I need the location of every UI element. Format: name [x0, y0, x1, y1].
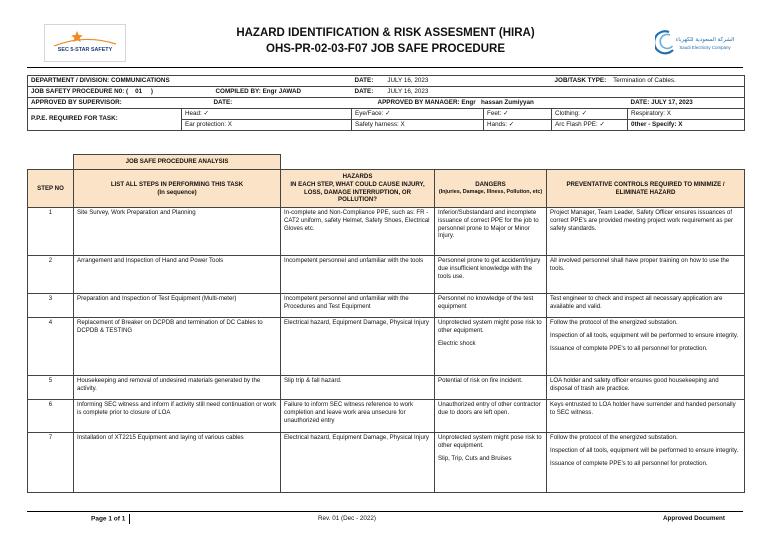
- table-row: [28, 294, 745, 318]
- job-info-table: [27, 75, 745, 131]
- danger-text: Electric shock: [438, 339, 476, 347]
- col-dangers: [435, 170, 547, 208]
- danger-text: Personnel no knowledge of the test equipment: [438, 295, 534, 310]
- table-row: [28, 318, 745, 376]
- footer-divider: [27, 511, 743, 512]
- danger-description: [435, 256, 547, 294]
- svg-text:الشركة السعودية للكهرباء: الشركة السعودية للكهرباء: [675, 37, 735, 43]
- hazard-description: Electrical hazard, Equipment Damage, Physical Injury: [281, 318, 435, 376]
- table-row: [28, 256, 745, 294]
- table-row: [28, 376, 745, 400]
- ppe-eye-face: Eye/Face: ✓: [352, 109, 484, 120]
- date-value-2: JULY 16, 2023: [387, 87, 429, 95]
- step-description: Arrangement and Inspection of Hand and Power Tools: [74, 256, 281, 294]
- hazard-description: Incompetent personnel and unfamiliar with the tools: [281, 256, 435, 294]
- step-number: 1: [28, 208, 74, 256]
- col-steps: [74, 170, 281, 208]
- step-description: Site Survey, Work Preparation and Planning: [74, 208, 281, 256]
- col-controls: PREVENTATIVE CONTROLS REQUIRED TO MINIMIZE / ELIMINATE HAZARD: [547, 170, 745, 208]
- step-description: Informing SEC witness and inform if activity still need continuation or work is complete prior to closure of LOA: [74, 400, 281, 433]
- control-description: [547, 433, 745, 493]
- approval-date: DATE: JULY 17, 2023: [628, 98, 745, 109]
- hazard-description: Electrical hazard, Equipment Damage, Physical Injury: [281, 433, 435, 493]
- control-description: [547, 208, 745, 256]
- danger-text: Unprotected system might pose risk to other equipment.: [438, 319, 542, 334]
- supervisor-date-label: DATE:: [182, 98, 352, 109]
- document-title: HAZARD IDENTIFICATION & RISK ASSESMENT (HIRA): [236, 27, 535, 39]
- jsp-number: [28, 87, 182, 98]
- col-step-no: STEP NO: [28, 170, 74, 208]
- date-field: [352, 76, 552, 87]
- saudi-electricity-company-logo: [655, 24, 735, 62]
- job-safe-procedure-analysis-table: [27, 154, 745, 493]
- task-type-value: Termination of Cables.: [613, 76, 676, 84]
- control-text: Follow the protocol of the energized substation.: [550, 434, 678, 441]
- col-hazards-title: HAZARDS: [342, 172, 373, 180]
- ppe-head: Head: ✓: [182, 109, 352, 120]
- col-hazards: [281, 170, 435, 208]
- control-description: [547, 400, 745, 433]
- danger-description: [435, 294, 547, 318]
- hazard-description: Incompetent personnel and unfamiliar with the Procedures and Test Equipment: [281, 294, 435, 318]
- danger-description: [435, 208, 547, 256]
- control-text: Keys entrusted to LOA holder have surrender and handed personally to SEC witness.: [550, 401, 736, 416]
- svg-text:SEC 5-STAR SAFETY: SEC 5-STAR SAFETY: [57, 47, 113, 53]
- control-text: LOA holder and safety officer ensures good housekeeping and disposal of trash are practice.: [550, 377, 719, 392]
- control-text: Issuance of complete PPE's to all personnel for protection.: [550, 459, 708, 467]
- table-row: [28, 208, 745, 256]
- jsp-number-label: JOB SAFETY PROCEDURE N0: (: [31, 87, 129, 95]
- danger-text: Potential of risk on fire incident.: [438, 377, 523, 384]
- table-row: [28, 400, 745, 433]
- control-text: Test engineer to check and inspect all necessary application are available and valid.: [550, 295, 723, 310]
- control-text: Follow the protocol of the energized substation.: [550, 319, 678, 326]
- approved-by-manager-name: hassan Zumiyyan: [480, 98, 534, 106]
- col-dangers-title: DANGERS: [475, 181, 506, 189]
- control-description: [547, 256, 745, 294]
- danger-text: Unprotected system might pose risk to other equipment.: [438, 434, 542, 449]
- page-number: [91, 514, 130, 524]
- revision: Rev. 01 (Dec - 2022): [318, 515, 376, 522]
- step-number: 6: [28, 400, 74, 433]
- hazard-description: Failure to inform SEC witness reference to work completion and leave work area unsecure for unauthorized entry: [281, 400, 435, 433]
- col-steps-subtitle: (In sequence): [157, 188, 197, 196]
- step-description: Housekeeping and removal of undesired materials generated by the activity.: [74, 376, 281, 400]
- ppe-safety-harness: Safety harness: X: [352, 120, 484, 131]
- table-row: [28, 433, 745, 493]
- step-description: Preparation and Inspection of Test Equipment (Multi-meter): [74, 294, 281, 318]
- control-text: All involved personnel shall have proper training on how to use the tools.: [550, 257, 730, 272]
- blank-cell: [28, 155, 74, 170]
- hazard-description: In-complete and Non-Compliance PPE, such as: FR -CAT2 uniform, safety Helmet, Safety Shoes, Electrical Gloves etc.: [281, 208, 435, 256]
- step-number: 3: [28, 294, 74, 318]
- col-dangers-subtitle: (Injuries, Damage, Illness, Pollution, etc): [438, 188, 543, 195]
- svg-text:Saudi Electricity Company: Saudi Electricity Company: [679, 45, 731, 50]
- header-divider: [27, 67, 743, 68]
- jsp-number-value: 01: [135, 87, 143, 95]
- danger-text: Personnel prone to get accident/injury due insufficient knowledge with the tools use.: [438, 257, 541, 280]
- control-text: Issuance of complete PPE's to all personnel for protection.: [550, 344, 708, 352]
- document-header: [28, 22, 743, 62]
- step-number: 2: [28, 256, 74, 294]
- danger-description: [435, 400, 547, 433]
- danger-description: [435, 318, 547, 376]
- danger-description: [435, 433, 547, 493]
- approved-by-manager-label: APPROVED BY MANAGER: Engr: [377, 98, 476, 106]
- section-title: JOB SAFE PROCEDURE ANALYSIS: [74, 155, 281, 170]
- ppe-ear-protection: Ear protection: X: [182, 120, 352, 131]
- control-text: Project Manager, Team Leader, Safety Officer ensures issuances of correct PPE's are provided meeting project work requirement as per safety standards.: [550, 209, 734, 232]
- danger-text: Unauthorized entry of other contractor due to doors are left open.: [438, 401, 541, 416]
- date-field-2: [352, 87, 745, 98]
- task-type-label: JOB/TASK TYPE:: [554, 76, 607, 84]
- danger-text: Inferior/Substandard and incomplete issuance of correct PPE for the job to personnel prone to Major or Minor Injury.: [438, 209, 539, 240]
- control-description: [547, 294, 745, 318]
- control-description: [547, 318, 745, 376]
- hazard-description: Slip trip & fall hazard.: [281, 376, 435, 400]
- approved-by-manager: [352, 98, 628, 109]
- control-description: [547, 376, 745, 400]
- page-number-text: Page 1 of 1: [91, 515, 126, 523]
- ppe-hands: Hands: ✓: [484, 120, 552, 131]
- date-label-2: DATE:: [354, 87, 374, 95]
- date-label: DATE:: [354, 76, 374, 84]
- ppe-respiratory: Respiratory: X: [628, 109, 745, 120]
- control-text: Inspection of all tools, equipment will be performed to ensure integrity.: [550, 331, 739, 339]
- step-number: 7: [28, 433, 74, 493]
- ppe-other: 0ther - Specify: X: [628, 120, 745, 131]
- ppe-arc-flash: Arc Flash PPE: ✓: [552, 120, 628, 131]
- danger-text: Slip, Trip, Cuts and Bruises: [438, 454, 512, 462]
- date-value: JULY 16, 2023: [387, 76, 429, 84]
- control-text: Inspection of all tools, equipment will be performed to ensure integrity.: [550, 446, 739, 454]
- step-description: Replacement of Breaker on DCPDB and termination of DC Cables to DCPDB & TESTING: [74, 318, 281, 376]
- approved-by-supervisor: APPROVED BY SUPERVISOR:: [28, 98, 182, 109]
- step-number: 5: [28, 376, 74, 400]
- ppe-required-label: P.P.E. REQUIRED FOR TASK:: [28, 109, 182, 131]
- step-number: 4: [28, 318, 74, 376]
- compiled-by: COMPILED BY: Engr JAWAD: [182, 87, 352, 98]
- jsp-number-close: ): [150, 87, 154, 95]
- document-status: Approved Document: [663, 515, 725, 522]
- col-steps-title: LIST ALL STEPS IN PERFORMING THIS TASK: [110, 180, 244, 188]
- ppe-clothing: Clothing: ✓: [552, 109, 628, 120]
- document-subtitle: OHS-PR-02-03-F07 JOB SAFE PROCEDURE: [266, 43, 505, 55]
- department-division: DEPARTMENT / DIVISION: COMMUNICATIONS: [28, 76, 352, 87]
- danger-description: [435, 376, 547, 400]
- blank-cell: [281, 155, 745, 170]
- ppe-feet: Feet: ✓: [484, 109, 552, 120]
- col-hazards-subtitle: IN EACH STEP, WHAT COULD CAUSE INJURY, LOSS, DAMAGE INTERRUPTION, OR POLLUTION?: [290, 180, 425, 204]
- task-type-field: [552, 76, 745, 87]
- step-description: Installation of XT2215 Equipment and laying of various cables: [74, 433, 281, 493]
